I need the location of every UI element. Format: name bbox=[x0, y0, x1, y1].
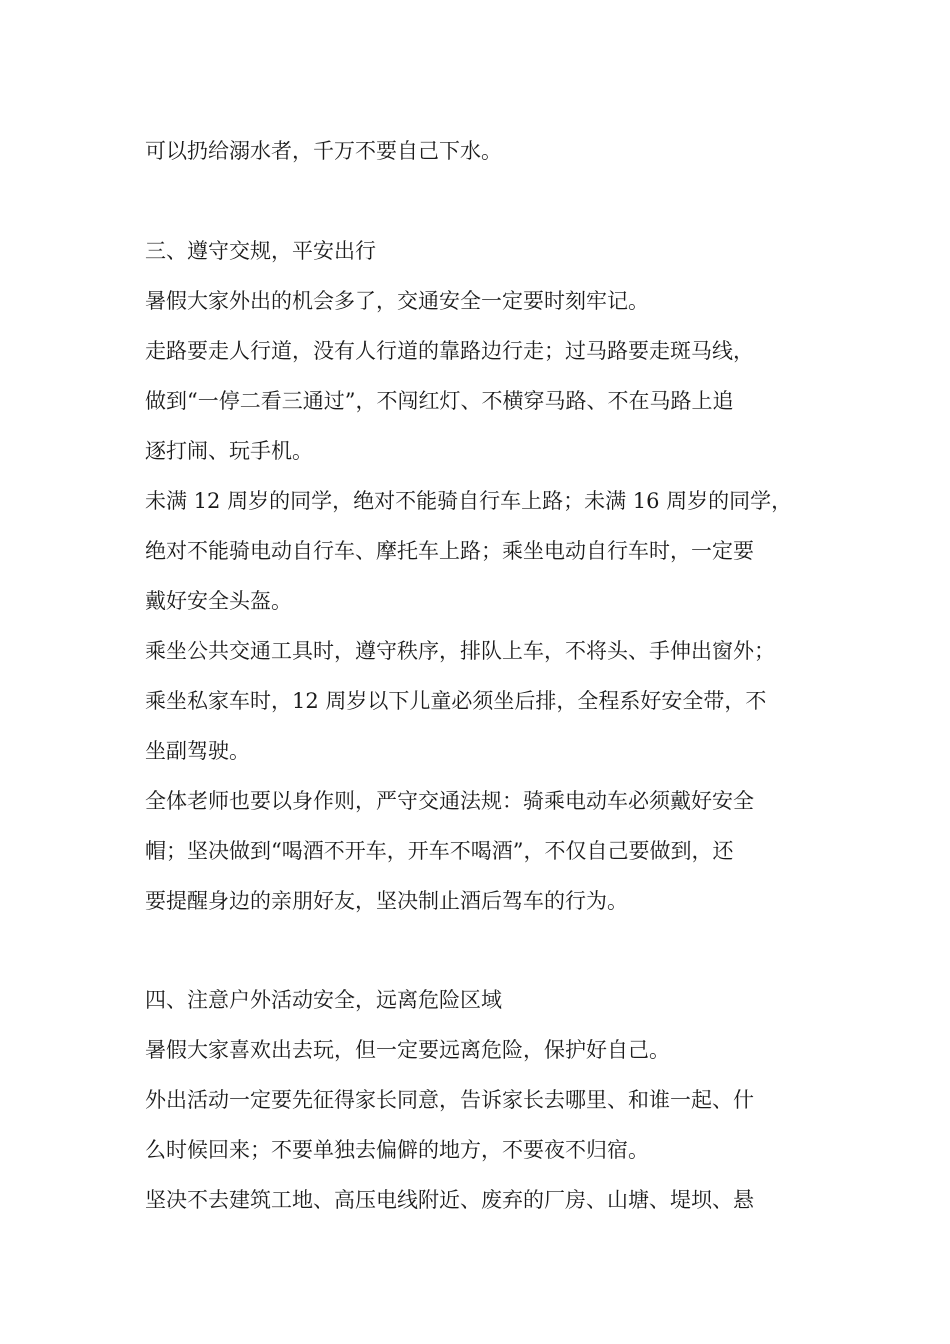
paragraph-line: 乘坐公共交通工具时，遵守秩序，排队上车，不将头、手伸出窗外； bbox=[145, 639, 775, 663]
paragraph-line: 坐副驾驶。 bbox=[145, 739, 250, 763]
paragraph-line: 逐打闹、玩手机。 bbox=[145, 439, 313, 463]
paragraph-line: 么时候回来；不要单独去偏僻的地方，不要夜不归宿。 bbox=[145, 1138, 649, 1162]
paragraph-line: 暑假大家喜欢出去玩，但一定要远离危险，保护好自己。 bbox=[145, 1038, 670, 1062]
paragraph-line: 戴好安全头盔。 bbox=[145, 589, 292, 613]
paragraph-line: 可以扔给溺水者，千万不要自己下水。 bbox=[145, 139, 502, 163]
paragraph-line: 乘坐私家车时，12 周岁以下儿童必须坐后排，全程系好安全带，不 bbox=[145, 689, 767, 713]
paragraph-line: 暑假大家外出的机会多了，交通安全一定要时刻牢记。 bbox=[145, 289, 649, 313]
paragraph-line: 要提醒身边的亲朋好友，坚决制止酒后驾车的行为。 bbox=[145, 889, 628, 913]
paragraph-line: 外出活动一定要先征得家长同意，告诉家长去哪里、和谁一起、什 bbox=[145, 1088, 754, 1112]
paragraph-line: 做到“一停二看三通过”，不闯红灯、不横穿马路、不在马路上追 bbox=[145, 389, 734, 413]
paragraph-line: 全体老师也要以身作则，严守交通法规：骑乘电动车必须戴好安全 bbox=[145, 789, 754, 813]
section-heading: 三、遵守交规，平安出行 bbox=[145, 239, 376, 263]
paragraph-line: 绝对不能骑电动自行车、摩托车上路；乘坐电动自行车时，一定要 bbox=[145, 539, 754, 563]
paragraph-line: 未满 12 周岁的同学，绝对不能骑自行车上路；未满 16 周岁的同学， bbox=[145, 489, 793, 513]
paragraph-line: 帽；坚决做到“喝酒不开车，开车不喝酒”，不仅自己要做到，还 bbox=[145, 839, 734, 863]
section-heading: 四、注意户外活动安全，远离危险区域 bbox=[145, 988, 502, 1012]
paragraph-line: 坚决不去建筑工地、高压电线附近、废弃的厂房、山塘、堤坝、悬 bbox=[145, 1188, 754, 1212]
paragraph-line: 走路要走人行道，没有人行道的靠路边行走；过马路要走斑马线， bbox=[145, 339, 754, 363]
